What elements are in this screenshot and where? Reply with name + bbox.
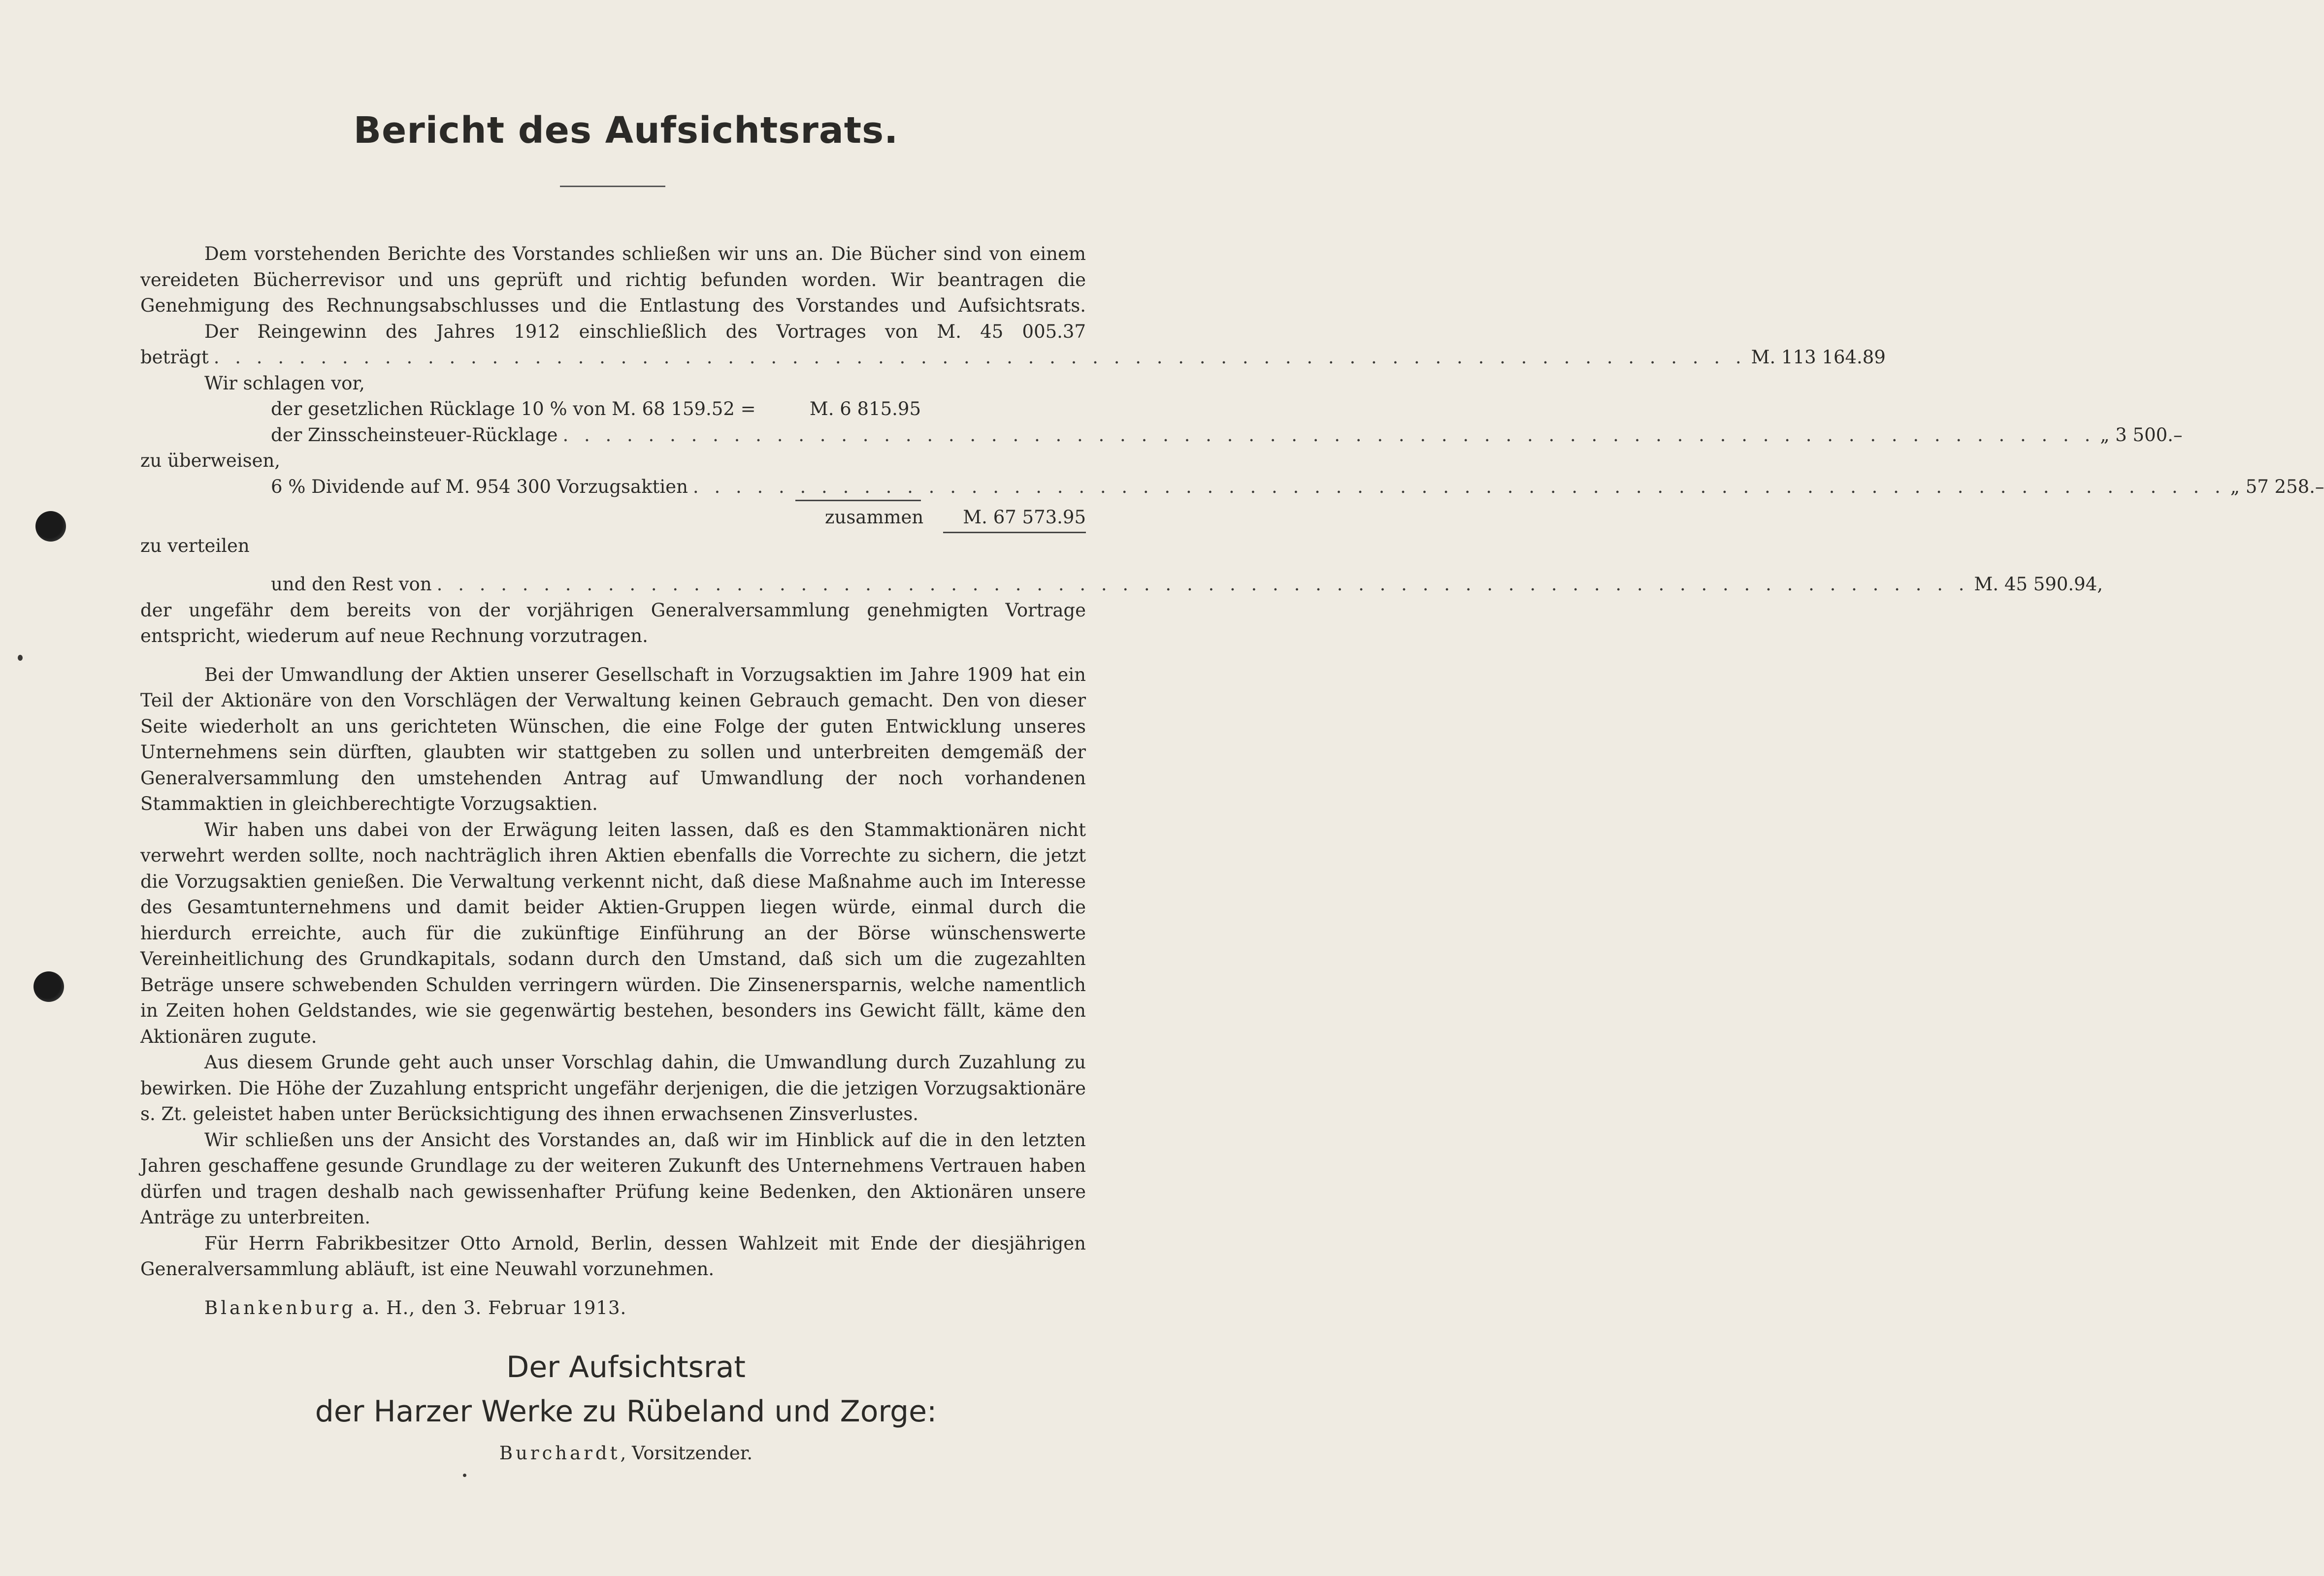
profit-total-row <box>140 345 1886 371</box>
proposal-intro: Wir schlagen vor, <box>204 372 365 394</box>
signer-line <box>0 1443 1252 1464</box>
dividend-rows <box>140 474 2324 500</box>
title-rule <box>560 186 665 187</box>
reserve-rows <box>140 396 2183 448</box>
report-body <box>140 241 2324 1321</box>
dot-leader: . . . . . . . . . . . . . . . . . . . . . . . . . . . . . . . . . . . . . . . . . . . . . . . . . . . . . . . . . . . . . . . . . . . . . . . . <box>562 424 2095 446</box>
signature-board: Der Aufsichtsrat <box>506 1350 746 1384</box>
subtotal-rule <box>140 500 1086 505</box>
total-row <box>140 505 1086 533</box>
date-rest: a. H., den 3. Februar 1913. <box>356 1297 627 1319</box>
signature-company: der Harzer Werke zu Rübeland und Zorge: <box>315 1394 937 1429</box>
date-line <box>140 1295 1086 1321</box>
dividend-amount: „ 57 258.– <box>2230 476 2324 497</box>
signer-name: Burchardt <box>499 1443 621 1464</box>
speck <box>18 655 23 661</box>
rest-text: der ungefähr dem bereits von der vorjährigen Generalversammlung genehmigten Vortrage entspricht, wiederum auf neue Rechnung vorzutragen. <box>140 599 1086 646</box>
transfer-line: zu überweisen, <box>140 450 281 471</box>
date-place: Blankenburg <box>204 1297 356 1319</box>
spacer <box>140 649 1086 662</box>
speck <box>463 1474 466 1477</box>
dot-leader: . . . . . . . . . . . . . . . . . . . . . . . . . . . . . . . . . . . . . . . . . . . . . . . . . . . . . . . . . . . . . . . . . . . . . . . . <box>692 476 2226 497</box>
punch-hole-bottom <box>33 971 64 1002</box>
spacer <box>140 1283 1086 1295</box>
profit-amount: M. 113 164.89 <box>1751 347 1886 368</box>
report-title: Bericht des Aufsichtsrats. <box>353 109 899 152</box>
profit-line: Der Reingewinn des Jahres 1912 einschließlich des Vortrages von M. 45 005.37 <box>204 321 1086 342</box>
coupon-tax-reserve-amount: „ 3 500.– <box>2100 424 2183 446</box>
spacer <box>140 559 1086 572</box>
dot-leader: . . . . . . . . . . . . . . . . . . . . . . . . . . . . . . . . . . . . . . . . . . . . . . . . . . . . . . . . . . . . . . . . . . . . . . . . <box>213 347 1746 368</box>
total-amount: M. 67 573.95 <box>943 505 1086 533</box>
paragraph-election: Für Herrn Fabrikbesitzer Otto Arnold, Berlin, dessen Wahlzeit mit Ende der diesjährigen Generalversammlung abläuft, ist eine Neuwahl vorzunehmen. <box>140 1232 1086 1280</box>
punch-hole-top <box>35 511 66 542</box>
subtotal-underline <box>795 500 921 501</box>
dividend-row <box>140 474 2324 500</box>
paragraph-payment: Aus diesem Grunde geht auch unser Vorschlag dahin, die Umwandlung durch Zuzahlung zu bewirken. Die Höhe der Zuzahlung entspricht ungefähr derjenigen, die die jetzigen Vorzugsaktionäre s. Zt. geleistet haben unter Berücksichtigung des ihnen erwachsenen Zinsverlustes. <box>140 1052 1086 1125</box>
legal-reserve-label: der gesetzlichen Rücklage 10 % von M. 68 159.52 = <box>271 398 756 419</box>
legal-reserve-row <box>140 396 921 422</box>
profit-label: beträgt <box>140 347 209 368</box>
dot-leader: . . . . . . . . . . . . . . . . . . . . . . . . . . . . . . . . . . . . . . . . . . . . . . . . . . . . . . . . . . . . . . . . . . . . . . . . <box>436 574 1969 595</box>
signer-role: , Vorsitzender. <box>620 1443 753 1464</box>
rest-amount: M. 45 590.94, <box>1974 574 2103 595</box>
intro-paragraph: Dem vorstehenden Berichte des Vorstandes schließen wir uns an. Die Bücher sind von einem vereideten Bücherrevisor und uns geprüft und richtig befunden worden. Wir beantragen die Genehmigung des Rechnungsabschlusses und die Entlastung des Vorstandes und Aufsichtsrats. <box>140 243 1086 316</box>
legal-reserve-amount: M. 6 815.95 <box>809 398 921 419</box>
dividend-label: 6 % Dividende auf M. 954 300 Vorzugsaktien <box>271 476 688 497</box>
rest-row <box>140 572 2103 598</box>
coupon-tax-reserve-row <box>140 422 2183 449</box>
paragraph-confidence: Wir schließen uns der Ansicht des Vorstandes an, daß wir im Hinblick auf die in den letzten Jahren geschaffene gesunde Grundlage zu der weiteren Zukunft des Unternehmens Vertrauen haben dürfen und tragen deshalb nach gewissenhafter Prüfung keine Bedenken, den Aktionären unsere Anträge zu unterbreiten. <box>140 1129 1086 1228</box>
distribute-line: zu verteilen <box>140 535 250 556</box>
total-label: zusammen <box>825 507 924 528</box>
paragraph-consideration: Wir haben uns dabei von der Erwägung leiten lassen, daß es den Stammaktionären nicht verwehrt werden sollte, noch nachträglich ihren Aktien ebenfalls die Vorrechte zu sichern, die jetzt die Vorzugsaktien genießen. Die Verwaltung verkennt nicht, daß diese Maßnahme auch im Interesse des Gesamtunternehmens und damit beider Aktien-Gruppen liegen würde, einmal durch die hierdurch erreichte, auch für die zukünftige Einführung an der Börse wünschenswerte Vereinheitlichung des Grundkapitals, sodann durch den Umstand, daß sich um die zugezahlten Beträge unsere schwebenden Schulden verringern würden. Die Zinsenersparnis, welche namentlich in Zeiten hohen Geldstandes, wie sie gegenwärtig bestehen, besonders ins Gewicht fällt, käme den Aktionären zugute. <box>140 819 1086 1047</box>
rest-label: und den Rest von <box>271 574 432 595</box>
coupon-tax-reserve-label: der Zinsscheinsteuer-Rücklage <box>271 424 558 446</box>
paragraph-conversion: Bei der Umwandlung der Aktien unserer Gesellschaft in Vorzugsaktien im Jahre 1909 hat ein Teil der Aktionäre von den Vorschlägen der Verwaltung keinen Gebrauch gemacht. Den von dieser Seite wiederholt an uns gerichteten Wünschen, die eine Folge der guten Entwicklung unseres Unternehmens sein dürften, glaubten wir stattgeben zu sollen und unterbreiten demgemäß der Generalversammlung den umstehenden Antrag auf Umwandlung der noch vorhandenen Stammaktien in gleichberechtigte Vorzugsaktien. <box>140 664 1086 814</box>
